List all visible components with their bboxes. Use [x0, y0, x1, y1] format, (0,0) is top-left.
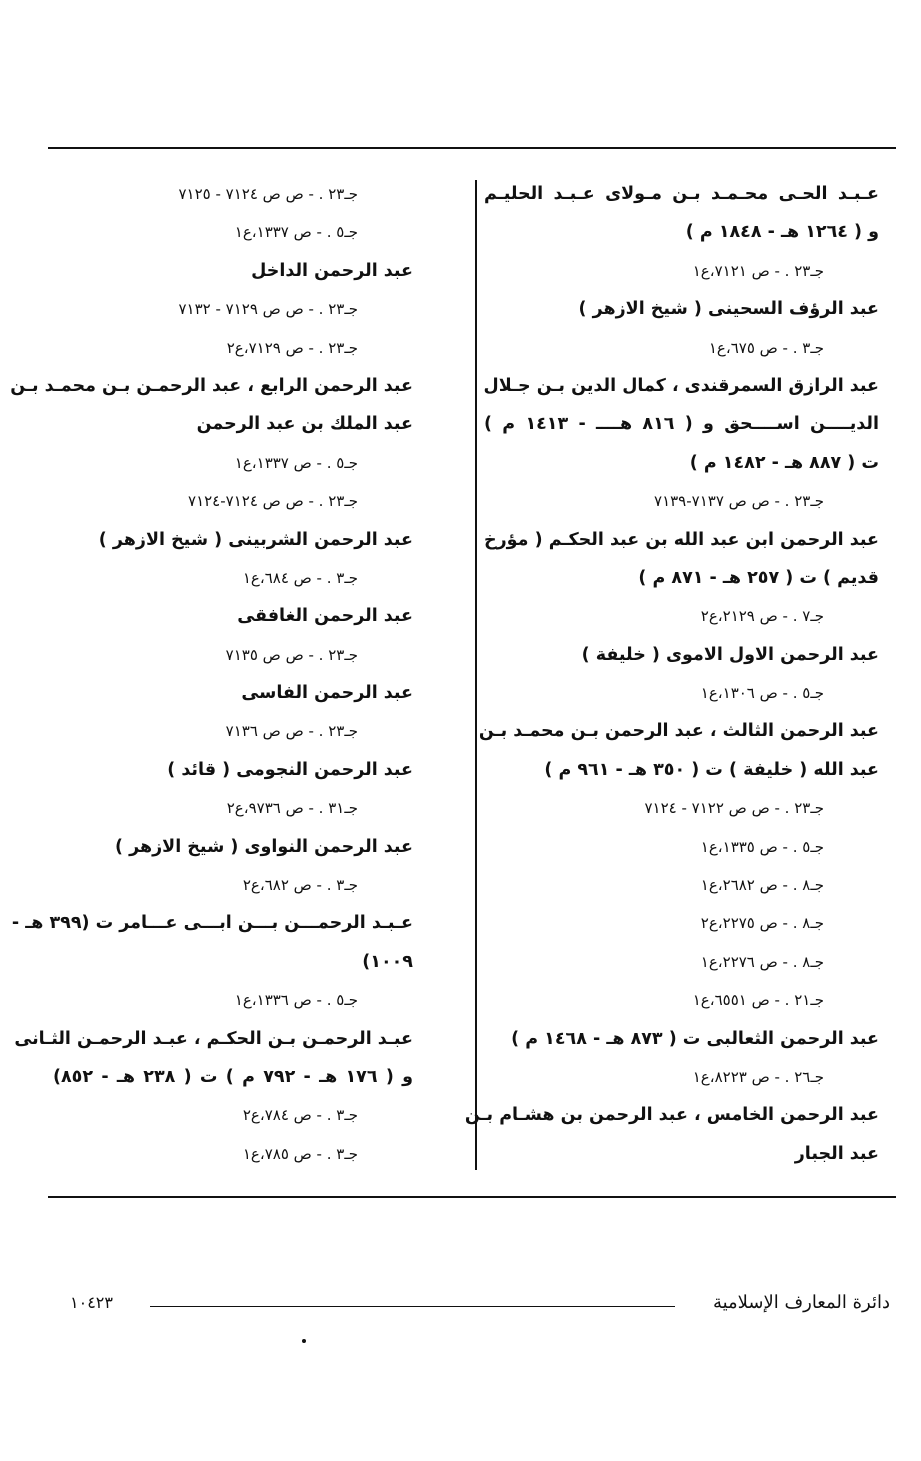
entry-reference: جـ٥ . - ص ١٣٠٦،ع١	[700, 684, 824, 703]
entry-heading-line: قديم ) ت ( ٢٥٧ هـ - ٨٧١ م )	[638, 567, 879, 588]
entry-heading-line: ١٠٠٩)	[362, 951, 413, 972]
stray-dot	[302, 1339, 306, 1343]
entry-reference: جـ٥ . - ص ١٣٣٧،ع١	[234, 223, 358, 242]
footer-title: دائرة المعارف الإسلامية	[712, 1292, 890, 1313]
entry-reference: جـ٢٣ . - ص ص ٧١٣٦	[225, 722, 358, 741]
entry-reference: جـ٧ . - ص ٢١٢٩،ع٢	[700, 607, 824, 626]
entry-heading-line: عبد الله ( خليفة ) ت ( ٣٥٠ هـ - ٩٦١ م )	[544, 759, 879, 780]
entry-heading-line: و ( ١٢٦٤ هـ - ١٨٤٨ م )	[685, 222, 879, 243]
entry-reference: جـ٨ . - ص ٢٢٧٥،ع٢	[700, 914, 824, 933]
entry-reference: جـ٣ . - ص ٦٨٤،ع١	[242, 568, 358, 587]
entry-heading-line: عبد الرحمن الداخل	[251, 260, 413, 281]
entry-reference: جـ٥ . - ص ١٣٣٥،ع١	[700, 837, 824, 856]
entry-reference: جـ٢١ . - ص ٦٥٥١،ع١	[692, 991, 824, 1010]
right-column	[464, 175, 879, 1173]
entry-heading-line: و ( ١٧٦ هـ - ٧٩٢ م ) ت ( ٢٣٨ هـ - ٨٥٢)	[53, 1066, 414, 1087]
entry-reference: جـ٢٣ . - ص ٧١٢٩،ع٢	[226, 338, 358, 357]
page-number: ١٠٤٢٣	[70, 1293, 113, 1312]
entry-heading-line: عبد الملك بن عبد الرحمن	[196, 414, 413, 435]
entry-reference: جـ٢٣ . - ص ص ٧١٢٤-٧١٢٤	[188, 492, 358, 511]
entry-reference: جـ٢٣ . - ص ص ٧١٢٢ - ٧١٢٤	[644, 799, 824, 818]
entry-reference: جـ٢٣ . - ص ص ٧١٢٤ - ٧١٢٥	[178, 185, 358, 203]
footer-leader-line	[150, 1306, 675, 1307]
entry-reference: جـ٢٦ . - ص ٨٢٢٣،ع١	[692, 1067, 824, 1086]
entry-heading-line: عبد الرحمن الرابع ، عبد الرحمـن بـن محمـد بـن	[10, 375, 413, 396]
entry-reference: جـ٨ . - ص ٢٢٧٦،ع١	[700, 952, 824, 971]
entry-reference: جـ٣ . - ص ٦٧٥،ع١	[708, 338, 824, 357]
entry-heading-line: عبـد الرحمـن بـن الحكـم ، عبـد الرحمـن الثـانى	[14, 1028, 413, 1049]
entry-reference: جـ٢٣ . - ص ٧١٢١،ع١	[692, 261, 824, 280]
entry-heading-line: عبد الرحمن ابن عبد الله بن عبد الحكـم ( مؤرخ	[484, 529, 879, 550]
entry-reference: جـ٥ . - ص ١٣٣٦،ع١	[234, 991, 358, 1010]
entry-heading-line: عبد الرحمن الشربينى ( شيخ الازهر )	[98, 529, 413, 550]
entry-heading-line: عبد الرحمن الثالث ، عبد الرحمن بـن محمـد بـن	[478, 721, 879, 742]
entry-heading-line: عبد الرحمن الفاسى	[241, 683, 413, 704]
bottom-rule	[48, 1196, 896, 1198]
entry-heading-line: عـبـد الحـى محـمـد بـن مـولاى عـبـد الحليـم	[484, 184, 879, 204]
entry-reference: جـ٣ . - ص ٦٨٢،ع٢	[242, 876, 358, 895]
entry-heading-line: عبد الجبار	[794, 1143, 879, 1164]
entry-reference: جـ٣١ . - ص ٩٧٣٦،ع٢	[226, 799, 358, 818]
left-column	[10, 175, 414, 1173]
entry-heading-line: الديــــن اســــحق و ( ٨١٦ هــــ - ١٤١٣ م )	[484, 414, 879, 435]
page-footer	[70, 1288, 890, 1318]
entry-reference: جـ٥ . - ص ١٣٣٧،ع١	[234, 453, 358, 472]
entry-heading-line: عبد الرحمن النجومى ( قائد )	[167, 759, 413, 780]
entry-heading-line: عبد الرحمن الاول الاموى ( خليفة )	[581, 644, 879, 665]
entry-reference: جـ٣ . - ص ٧٨٥،ع١	[242, 1144, 358, 1163]
entry-heading-line: عـبـد الرحمـــن بـــن ابـــى عـــامر ت (٣٩٩ هـ -	[11, 913, 413, 934]
entry-heading-line: عبد الرحمن الثعالبى ت ( ٨٧٣ هـ - ١٤٦٨ م )	[511, 1028, 879, 1049]
entry-reference: جـ٢٣ . - ص ص ٧١٣٥	[225, 645, 358, 664]
entry-heading-line: ت ( ٨٨٧ هـ - ١٤٨٢ م )	[689, 452, 879, 473]
entry-reference: جـ٢٣ . - ص ص ٧١٣٧-٧١٣٩	[654, 492, 824, 511]
entry-reference: جـ٣ . - ص ٧٨٤،ع٢	[242, 1106, 358, 1125]
entry-heading-line: عبد الرؤف السحينى ( شيخ الازهر )	[578, 299, 879, 320]
entry-heading-line: عبد الرحمن الخامس ، عبد الرحمن بن هشـام بـن	[464, 1105, 879, 1126]
column-divider	[475, 180, 477, 1170]
entry-reference: جـ٨ . - ص ٢٦٨٢،ع١	[700, 876, 824, 895]
entry-reference: جـ٢٣ . - ص ص ٧١٢٩ - ٧١٣٢	[178, 300, 358, 319]
entry-heading-line: عبد الرحمن النواوى ( شيخ الازهر )	[115, 836, 413, 857]
entry-heading-line: عبد الرحمن الغافقى	[237, 606, 413, 627]
top-rule	[48, 147, 896, 149]
entry-heading-line: عبد الرازق السمرقندى ، كمال الدين بـن جـلال	[483, 375, 879, 396]
